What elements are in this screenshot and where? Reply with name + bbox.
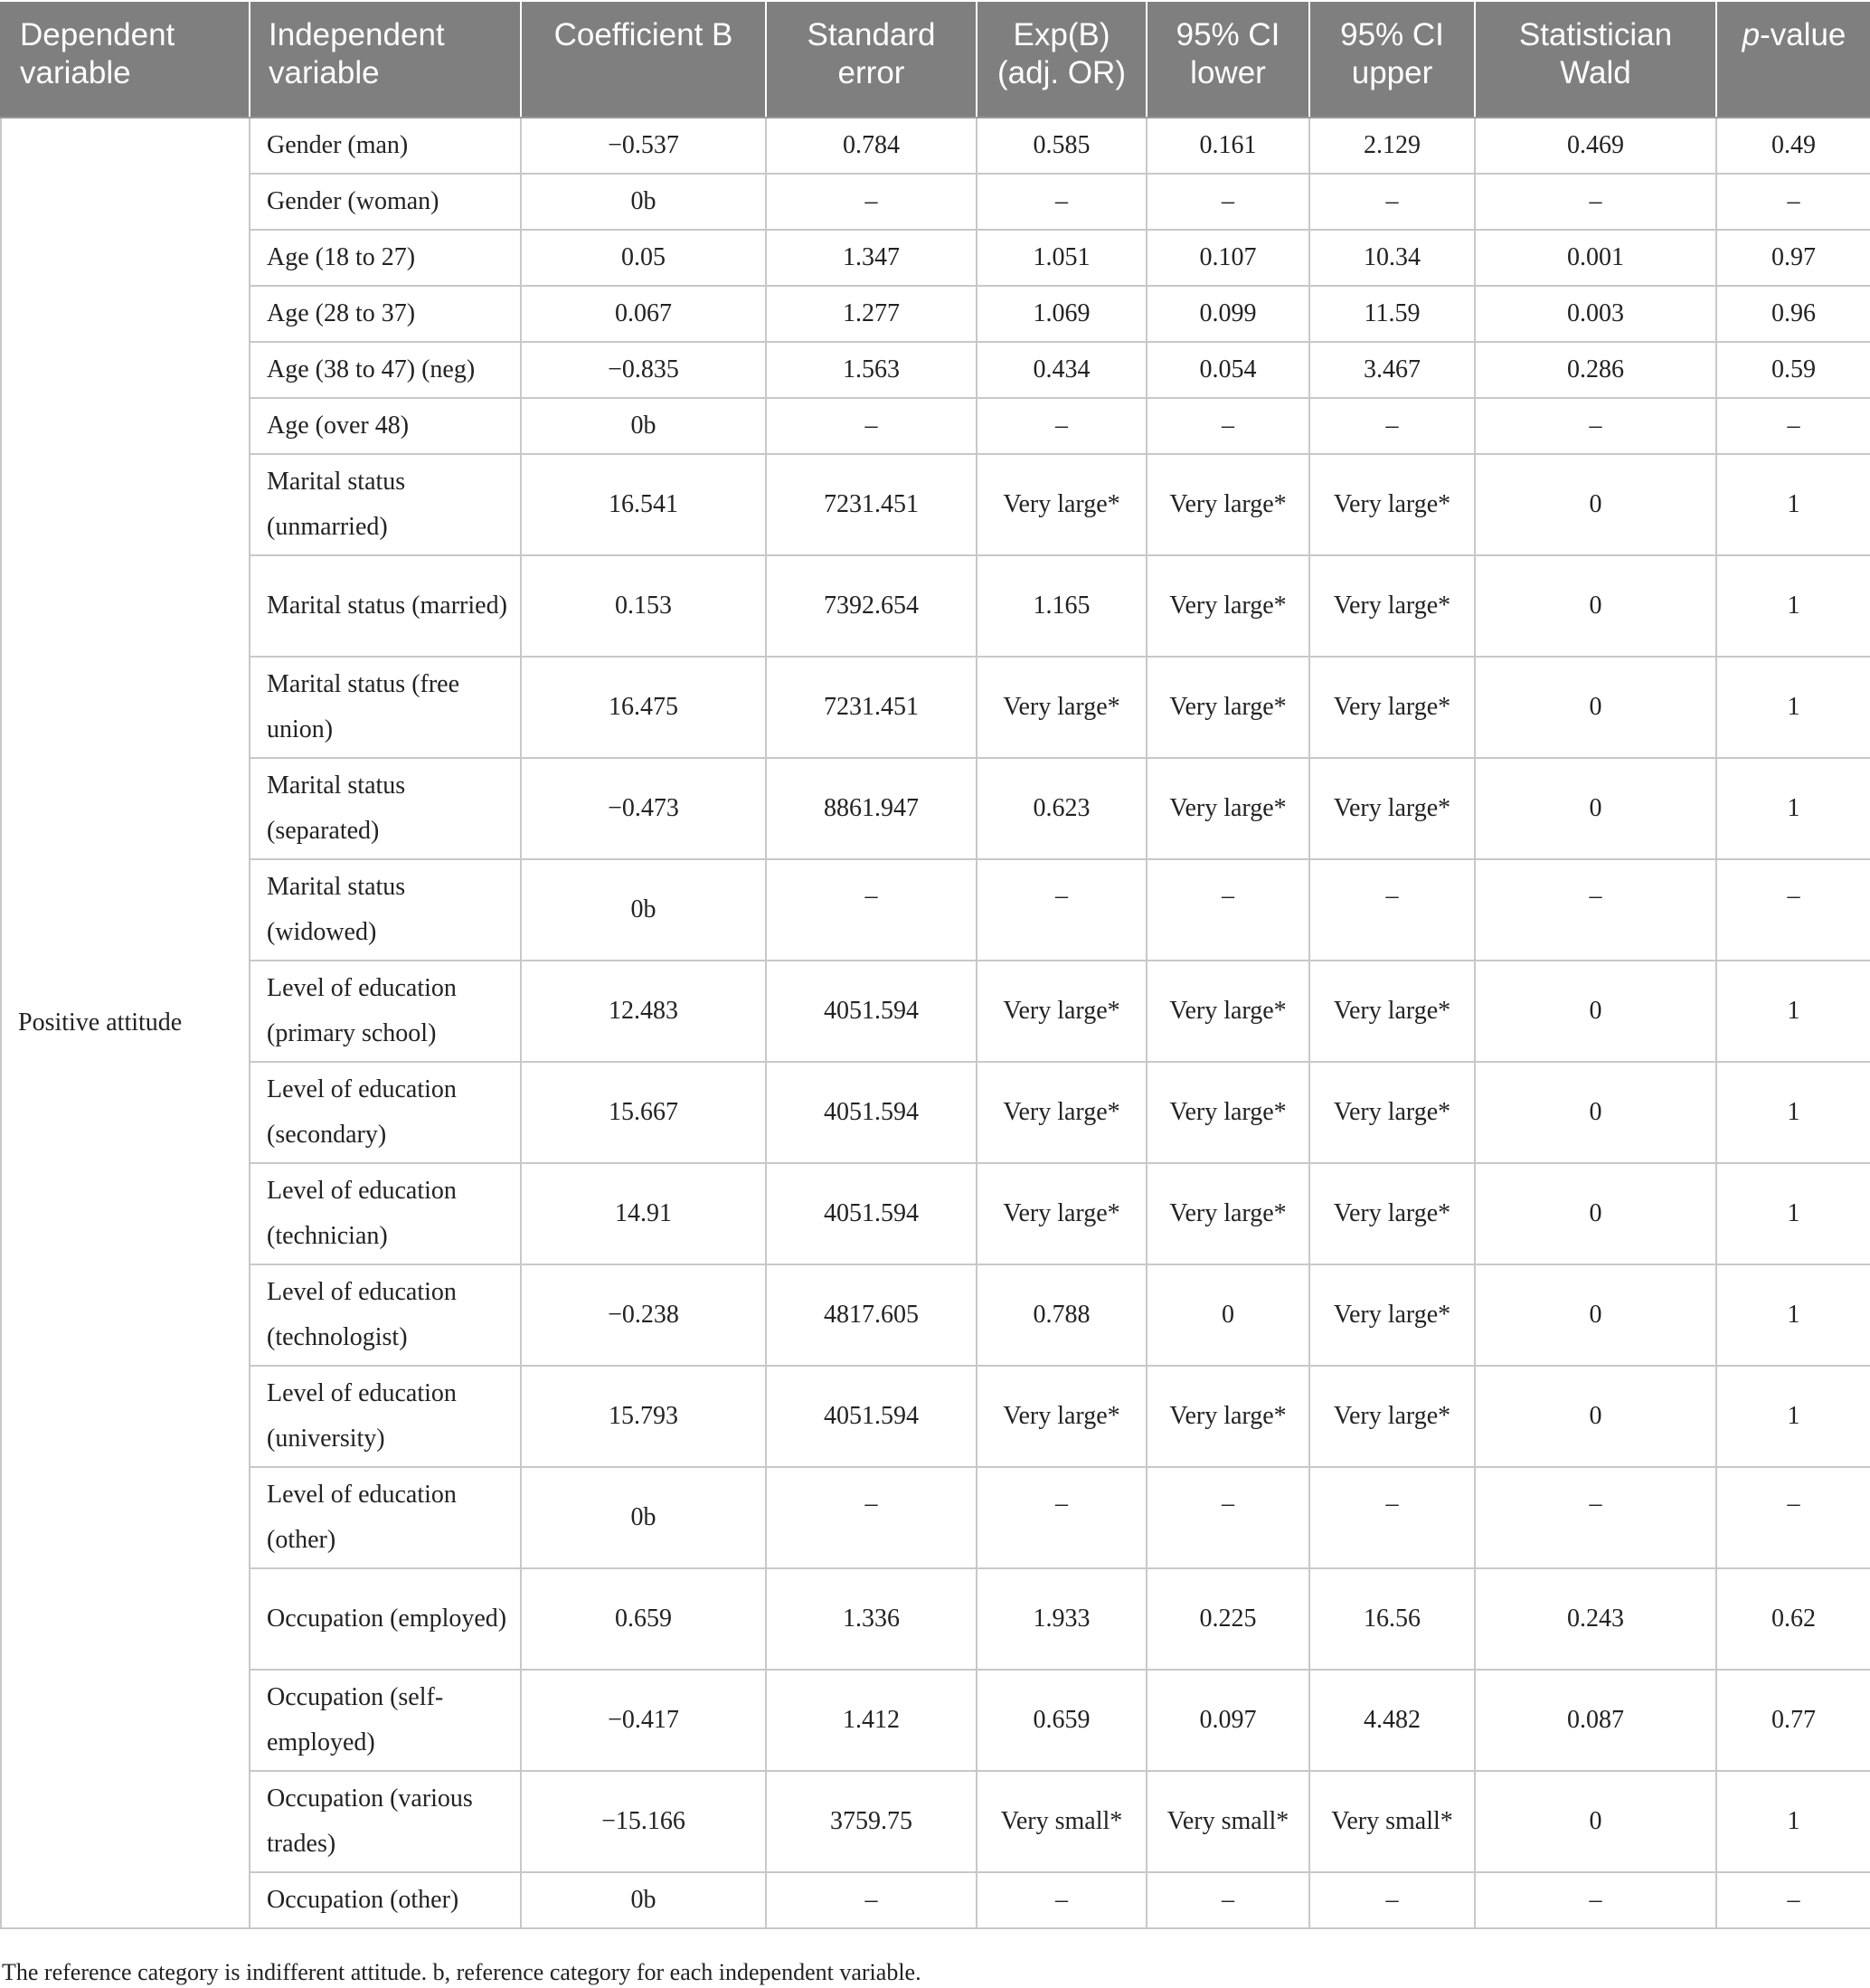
coefficient-cell: −0.537 — [521, 118, 766, 174]
ci-lower-cell: 0 — [1147, 1264, 1309, 1366]
independent-variable-cell: Age (38 to 47) (neg) — [250, 342, 521, 398]
ci-lower-cell: Very large* — [1147, 454, 1309, 555]
wald-cell: 0.243 — [1475, 1568, 1716, 1670]
wald-cell: 0.001 — [1475, 230, 1716, 286]
p-value-cell: 1 — [1716, 1264, 1870, 1366]
ci-upper-cell: Very large* — [1309, 657, 1475, 758]
p-value-cell: 0.77 — [1716, 1670, 1870, 1771]
table-row — [1, 1771, 1870, 1872]
header-exp-b: Exp(B) (adj. OR) — [977, 2, 1147, 118]
independent-variable-cell: Level of education (secondary) — [250, 1062, 521, 1163]
coefficient-cell: −0.835 — [521, 342, 766, 398]
table-header — [1, 2, 1870, 118]
independent-variable-cell: Level of education (other) — [250, 1467, 521, 1568]
coefficient-cell: −0.417 — [521, 1670, 766, 1771]
coefficient-cell: −0.473 — [521, 758, 766, 859]
standard-error-cell: – — [766, 174, 977, 230]
standard-error-cell: 4817.605 — [766, 1264, 977, 1366]
table-row — [1, 1062, 1870, 1163]
ci-upper-cell: – — [1309, 1467, 1475, 1568]
standard-error-cell: 3759.75 — [766, 1771, 977, 1872]
header-dependent-variable: Dependent variable — [1, 2, 250, 118]
p-value-cell: 1 — [1716, 454, 1870, 555]
standard-error-cell: 1.347 — [766, 230, 977, 286]
ci-upper-cell: Very large* — [1309, 961, 1475, 1062]
table-row — [1, 1467, 1870, 1568]
ci-upper-cell: 2.129 — [1309, 118, 1475, 174]
independent-variable-cell: Age (over 48) — [250, 398, 521, 454]
independent-variable-cell: Occupation (employed) — [250, 1568, 521, 1670]
p-value-cell: 1 — [1716, 1163, 1870, 1264]
exp-b-cell: – — [977, 1467, 1147, 1568]
wald-cell: 0 — [1475, 1366, 1716, 1467]
header-standard-error: Standard error — [766, 2, 977, 118]
wald-cell: 0 — [1475, 1163, 1716, 1264]
independent-variable-cell: Gender (man) — [250, 118, 521, 174]
wald-cell: 0.286 — [1475, 342, 1716, 398]
independent-variable-cell: Gender (woman) — [250, 174, 521, 230]
standard-error-cell: 1.563 — [766, 342, 977, 398]
table-row — [1, 398, 1870, 454]
p-value-cell: – — [1716, 859, 1870, 961]
ci-upper-cell: 11.59 — [1309, 286, 1475, 342]
standard-error-cell: 4051.594 — [766, 1062, 977, 1163]
ci-lower-cell: 0.161 — [1147, 118, 1309, 174]
ci-upper-cell: Very large* — [1309, 1264, 1475, 1366]
coefficient-cell: −15.166 — [521, 1771, 766, 1872]
table-row — [1, 1163, 1870, 1264]
standard-error-cell: 7231.451 — [766, 454, 977, 555]
coefficient-cell: 0b — [521, 1872, 766, 1928]
coefficient-cell: 14.91 — [521, 1163, 766, 1264]
standard-error-cell: 4051.594 — [766, 1366, 977, 1467]
ci-upper-cell: Very large* — [1309, 758, 1475, 859]
table-row — [1, 1670, 1870, 1771]
ci-lower-cell: – — [1147, 1467, 1309, 1568]
exp-b-cell: 0.659 — [977, 1670, 1147, 1771]
standard-error-cell: 1.277 — [766, 286, 977, 342]
ci-upper-cell: Very large* — [1309, 555, 1475, 657]
coefficient-cell: −0.238 — [521, 1264, 766, 1366]
ci-lower-cell: 0.107 — [1147, 230, 1309, 286]
wald-cell: – — [1475, 1872, 1716, 1928]
coefficient-cell: 0.153 — [521, 555, 766, 657]
standard-error-cell: 4051.594 — [766, 1163, 977, 1264]
header-ci-upper: 95% CI upper — [1309, 2, 1475, 118]
wald-cell: 0 — [1475, 758, 1716, 859]
p-value-cell: 1 — [1716, 1062, 1870, 1163]
header-p-value — [1716, 2, 1870, 118]
regression-table — [0, 2, 1870, 1929]
independent-variable-cell: Occupation (self-employed) — [250, 1670, 521, 1771]
independent-variable-cell: Occupation (various trades) — [250, 1771, 521, 1872]
p-rest: -value — [1760, 17, 1846, 52]
independent-variable-cell: Level of education (primary school) — [250, 961, 521, 1062]
table-row — [1, 286, 1870, 342]
dependent-variable-cell: Positive attitude — [1, 118, 250, 1928]
wald-cell: 0.003 — [1475, 286, 1716, 342]
independent-variable-cell: Level of education (university) — [250, 1366, 521, 1467]
coefficient-cell: 12.483 — [521, 961, 766, 1062]
table-row — [1, 174, 1870, 230]
ci-lower-cell: Very large* — [1147, 961, 1309, 1062]
coefficient-cell: 0.659 — [521, 1568, 766, 1670]
ci-lower-cell: 0.225 — [1147, 1568, 1309, 1670]
standard-error-cell: 7231.451 — [766, 657, 977, 758]
p-value-cell: – — [1716, 1872, 1870, 1928]
independent-variable-cell: Marital status (widowed) — [250, 859, 521, 961]
table-row — [1, 1264, 1870, 1366]
coefficient-cell: 16.541 — [521, 454, 766, 555]
table-footnote: The reference category is indifferent attitude. b, reference category for each independent variable. — [2, 1959, 921, 1985]
wald-cell: – — [1475, 1467, 1716, 1568]
wald-cell: 0 — [1475, 657, 1716, 758]
p-value-cell: – — [1716, 1467, 1870, 1568]
exp-b-cell: 1.069 — [977, 286, 1147, 342]
independent-variable-cell: Marital status (separated) — [250, 758, 521, 859]
coefficient-cell: 0b — [521, 174, 766, 230]
ci-lower-cell: Very large* — [1147, 1062, 1309, 1163]
ci-lower-cell: Very large* — [1147, 657, 1309, 758]
coefficient-cell: 16.475 — [521, 657, 766, 758]
coefficient-cell: 15.793 — [521, 1366, 766, 1467]
exp-b-cell: 1.051 — [977, 230, 1147, 286]
independent-variable-cell: Marital status (married) — [250, 555, 521, 657]
ci-lower-cell: Very large* — [1147, 555, 1309, 657]
table-row — [1, 1366, 1870, 1467]
p-value-cell: 1 — [1716, 961, 1870, 1062]
table-row — [1, 454, 1870, 555]
ci-upper-cell: 10.34 — [1309, 230, 1475, 286]
ci-lower-cell: Very large* — [1147, 758, 1309, 859]
exp-b-cell: 1.933 — [977, 1568, 1147, 1670]
wald-cell: 0 — [1475, 555, 1716, 657]
coefficient-cell: 0b — [521, 398, 766, 454]
header-ci-lower: 95% CI lower — [1147, 2, 1309, 118]
exp-b-cell: Very large* — [977, 961, 1147, 1062]
exp-b-cell: – — [977, 1872, 1147, 1928]
exp-b-cell: 0.585 — [977, 118, 1147, 174]
independent-variable-cell: Marital status (free union) — [250, 657, 521, 758]
p-italic: p — [1742, 17, 1761, 52]
ci-lower-cell: – — [1147, 174, 1309, 230]
standard-error-cell: – — [766, 1872, 977, 1928]
ci-lower-cell: 0.054 — [1147, 342, 1309, 398]
wald-cell: 0 — [1475, 1771, 1716, 1872]
table-row — [1, 342, 1870, 398]
exp-b-cell: 0.434 — [977, 342, 1147, 398]
standard-error-cell: – — [766, 859, 977, 961]
independent-variable-cell: Occupation (other) — [250, 1872, 521, 1928]
ci-lower-cell: Very large* — [1147, 1163, 1309, 1264]
header-wald: Statistician Wald — [1475, 2, 1716, 118]
wald-cell: 0 — [1475, 454, 1716, 555]
p-value-cell: 0.96 — [1716, 286, 1870, 342]
standard-error-cell: – — [766, 398, 977, 454]
wald-cell: 0 — [1475, 1264, 1716, 1366]
independent-variable-cell: Age (18 to 27) — [250, 230, 521, 286]
p-value-cell: 1 — [1716, 555, 1870, 657]
table-body — [1, 118, 1870, 1928]
ci-upper-cell: Very large* — [1309, 1366, 1475, 1467]
ci-lower-cell: Very large* — [1147, 1366, 1309, 1467]
table-row — [1, 758, 1870, 859]
exp-b-cell: Very large* — [977, 1062, 1147, 1163]
exp-b-cell: 1.165 — [977, 555, 1147, 657]
exp-b-cell: Very large* — [977, 454, 1147, 555]
ci-upper-cell: 16.56 — [1309, 1568, 1475, 1670]
p-value-cell: – — [1716, 398, 1870, 454]
wald-cell: 0 — [1475, 961, 1716, 1062]
p-value-cell: – — [1716, 174, 1870, 230]
ci-upper-cell: – — [1309, 174, 1475, 230]
table-row — [1, 555, 1870, 657]
table-row — [1, 657, 1870, 758]
wald-cell: – — [1475, 398, 1716, 454]
standard-error-cell: 4051.594 — [766, 961, 977, 1062]
exp-b-cell: – — [977, 398, 1147, 454]
p-value-cell: 0.97 — [1716, 230, 1870, 286]
coefficient-cell: 0b — [521, 859, 766, 961]
header-independent-variable: Independent variable — [250, 2, 521, 118]
exp-b-cell: 0.788 — [977, 1264, 1147, 1366]
exp-b-cell: Very large* — [977, 657, 1147, 758]
exp-b-cell: – — [977, 859, 1147, 961]
coefficient-cell: 0b — [521, 1467, 766, 1568]
standard-error-cell: 7392.654 — [766, 555, 977, 657]
p-value-cell: 0.62 — [1716, 1568, 1870, 1670]
table-row — [1, 118, 1870, 174]
exp-b-cell: Very small* — [977, 1771, 1147, 1872]
ci-upper-cell: 3.467 — [1309, 342, 1475, 398]
standard-error-cell: 0.784 — [766, 118, 977, 174]
p-value-cell: 1 — [1716, 657, 1870, 758]
standard-error-cell: 8861.947 — [766, 758, 977, 859]
standard-error-cell: 1.336 — [766, 1568, 977, 1670]
independent-variable-cell: Level of education (technologist) — [250, 1264, 521, 1366]
standard-error-cell: 1.412 — [766, 1670, 977, 1771]
table-row — [1, 961, 1870, 1062]
p-value-cell: 0.59 — [1716, 342, 1870, 398]
p-value-cell: 1 — [1716, 758, 1870, 859]
p-value-cell: 1 — [1716, 1366, 1870, 1467]
wald-cell: 0.469 — [1475, 118, 1716, 174]
header-coefficient-b: Coefficient B — [521, 2, 766, 118]
ci-upper-cell: Very large* — [1309, 1163, 1475, 1264]
ci-lower-cell: – — [1147, 398, 1309, 454]
exp-b-cell: – — [977, 174, 1147, 230]
ci-lower-cell: Very small* — [1147, 1771, 1309, 1872]
table-row — [1, 230, 1870, 286]
ci-lower-cell: – — [1147, 859, 1309, 961]
ci-upper-cell: Very large* — [1309, 454, 1475, 555]
ci-lower-cell: 0.099 — [1147, 286, 1309, 342]
p-value-cell: 1 — [1716, 1771, 1870, 1872]
wald-cell: 0 — [1475, 1062, 1716, 1163]
ci-upper-cell: – — [1309, 398, 1475, 454]
ci-upper-cell: – — [1309, 859, 1475, 961]
exp-b-cell: 0.623 — [977, 758, 1147, 859]
ci-upper-cell: 4.482 — [1309, 1670, 1475, 1771]
table-row — [1, 1872, 1870, 1928]
ci-upper-cell: Very small* — [1309, 1771, 1475, 1872]
ci-upper-cell: – — [1309, 1872, 1475, 1928]
exp-b-cell: Very large* — [977, 1366, 1147, 1467]
table-row — [1, 859, 1870, 961]
coefficient-cell: 15.667 — [521, 1062, 766, 1163]
ci-upper-cell: Very large* — [1309, 1062, 1475, 1163]
wald-cell: – — [1475, 859, 1716, 961]
table-row — [1, 1568, 1870, 1670]
ci-lower-cell: – — [1147, 1872, 1309, 1928]
wald-cell: 0.087 — [1475, 1670, 1716, 1771]
ci-lower-cell: 0.097 — [1147, 1670, 1309, 1771]
coefficient-cell: 0.067 — [521, 286, 766, 342]
standard-error-cell: – — [766, 1467, 977, 1568]
coefficient-cell: 0.05 — [521, 230, 766, 286]
independent-variable-cell: Level of education (technician) — [250, 1163, 521, 1264]
p-value-cell: 0.49 — [1716, 118, 1870, 174]
wald-cell: – — [1475, 174, 1716, 230]
independent-variable-cell: Age (28 to 37) — [250, 286, 521, 342]
exp-b-cell: Very large* — [977, 1163, 1147, 1264]
independent-variable-cell: Marital status (unmarried) — [250, 454, 521, 555]
